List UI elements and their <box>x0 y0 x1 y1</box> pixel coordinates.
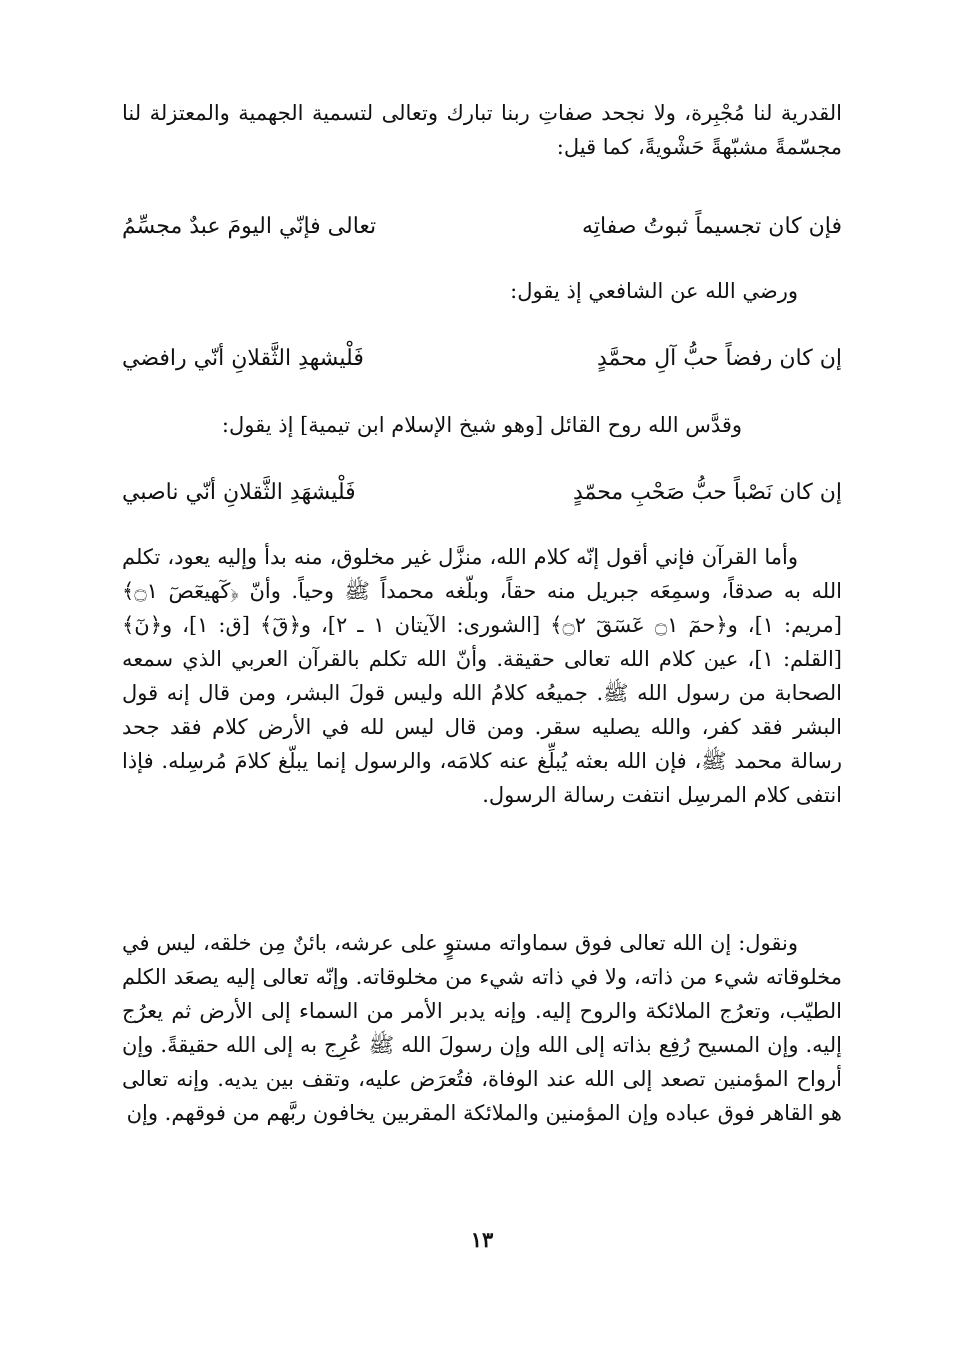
verse-rafd <box>122 342 842 376</box>
paragraph-intro <box>122 96 842 164</box>
verse-tajsim-second-hemistich: تعالى فإنّي اليومَ عبدٌ مجسِّمُ <box>122 214 377 239</box>
intro-ibn-taymiyya-text: وقدَّس الله روح القائل [وهو شيخ الإسلام ابن تيمية] إذ يقول: <box>221 413 743 437</box>
paragraph-intro-text: القدرية لنا مُجْبِرة، ولا نجحد صفاتِ ربنا تبارك وتعالى لتسمية الجهمية والمعتزلة لنا مجسّمةً مشبّهةً حَشْويةً، كما قيل: <box>122 101 842 159</box>
paragraph-uluw-text: ونقول: إن الله تعالى فوق سماواته مستوٍ على عرشه، بائنٌ مِن خلقه، ليس في مخلوقاته شيء من ذاته، ولا في ذاته شيء من مخلوقاته. وإنّه تعالى إليه يصعَد الكلم الطيّب، وتعرُج الملائكة والروح إليه. وإنه يدبر الأمر من السماء إلى الأرض ثم يعرُج إليه. وإن المسيح رُفِع بذاته إلى الله وإن رسولَ الله ﷺ عُرِج به إلى الله حقيقةً. وإن أرواح المؤمنين تصعد إلى الله عند الوفاة، فتُعرَض عليه، وتقف بين يديه. وإنه تعالى هو القاهر فوق عباده وإن المؤمنين والملائكة المقربين يخافون ربَّهم من فوقهم. وإن <box>122 931 842 1125</box>
intro-shafii <box>122 274 842 308</box>
verse-tajsim <box>122 210 842 244</box>
intro-shafii-text: ورضي الله عن الشافعي إذ يقول: <box>510 279 798 303</box>
verse-nasb-second-hemistich: فَلْيشهَدِ الثَّقلانِ أنّي ناصبي <box>122 480 356 505</box>
verse-nasb-first-hemistich: إن كان نَصْباً حبُّ صَحْبِ محمّدٍ <box>572 480 842 505</box>
verse-tajsim-first-hemistich: فإن كان تجسيماً ثبوتُ صفاتِه <box>582 214 842 239</box>
paragraph-quran-text: وأما القرآن فإني أقول إنّه كلام الله، منزَّل غير مخلوق، منه بدأ وإليه يعود، تكلم الله به صدقاً، وسمِعَه جبريل منه حقاً، وبلّغه محمداً ﷺ وحياً. وأنّ ﴿كٓهيعٓصٓ ۝١﴾ [مريم: ١]، و﴿حمٓ ۝١ عٓسٓقٓ ۝٢﴾ [الشورى: الآيتان ١ ـ ٢]، و﴿قٓ﴾ [ق: ١]، و﴿نٓ﴾ [القلم: ١]، عين كلام الله تعالى حقيقة. وأنّ الله تكلم بالقرآن العربي الذي سمعه الصحابة من رسول الله ﷺ. جميعُه كلامُ الله وليس قولَ البشر، ومن قال إنه قول البشر فقد كفر، والله يصليه سقر. ومن قال ليس لله في الأرض كلام فقد جحد رسالة محمد ﷺ، فإن الله بعثه يُبلِّغ عنه كلامَه، والرسول إنما يبلّغ كلامَ مُرسِله. فإذا انتفى كلام المرسِل انتفت رسالة الرسول. <box>122 545 842 807</box>
paragraph-quran <box>122 540 842 812</box>
verse-nasb <box>122 476 842 510</box>
verse-rafd-first-hemistich: إن كان رفضاً حبُّ آلِ محمَّدٍ <box>596 346 842 371</box>
page-number: ١٣ <box>470 1227 494 1252</box>
intro-ibn-taymiyya <box>122 408 842 442</box>
verse-rafd-second-hemistich: فَلْيشهدِ الثَّقلانِ أنّي رافضي <box>122 346 364 371</box>
paragraph-uluw <box>122 926 842 1130</box>
